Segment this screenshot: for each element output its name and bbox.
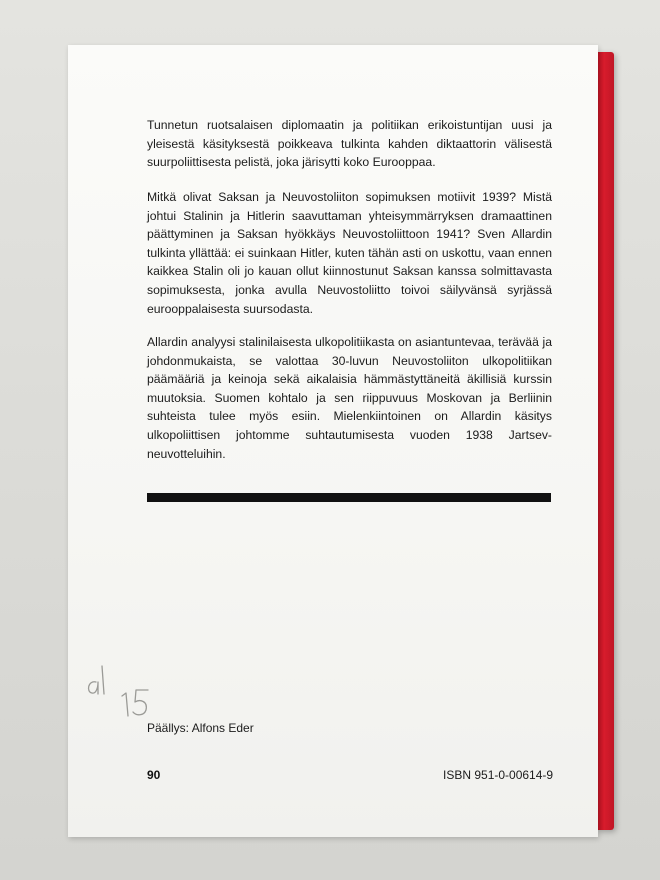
blurb-paragraph-2: Mitkä olivat Saksan ja Neuvostoliiton sopimuksen motiivit 1939? Mistä johtui Stalinin ja Hitlerin saavuttaman yhteisymmärryksen dramaattinen päättyminen ja Saksan hyökkäys Neuvostoliittoon 1941? Sven Allardin tulkinta yllättää: ei suinkaan Hitler, kuten tähän asti on uskottu, vaan ennen kaikkea Stalin oli jo kauan ollut kiinnostunut Saksan kanssa solmittavasta sopimuksesta, jonka avulla Neuvostoliitto toivoi säilyvänsä syrjässä eurooppalaisesta suursodasta.: [147, 190, 552, 316]
blurb-paragraph-3: Allardin analyysi stalinilaisesta ulkopolitiikasta on asiantuntevaa, terävää ja johdonmukaista, se valottaa 30-luvun Neuvostoliiton ulkopolitiikan päämääriä ja keinoja sekä aikalaisia hämmästyttäneitä äkillisiä kurssin muutoksia. Suomen kohtalo ja sen riippuvuus Moskovan ja Berliinin suhteista tulee myös esiin. Mielenkiintoinen on Allardin käsitys ulkopoliittisen johtomme suhtautumisesta vuoden 1938 Jartsev-neuvotteluihin.: [147, 335, 552, 461]
red-book-edge: [596, 52, 614, 830]
blurb-paragraph-1: Tunnetun ruotsalaisen diplomaatin ja politiikan erikoistuntijan uusi ja yleisestä käsityksestä poikkeava tulkinta kahden diktaattorin välisestä suurpoliittisesta pelistä, joka järisytti koko Eurooppaa.: [147, 118, 552, 170]
isbn-number: ISBN 951-0-00614-9: [443, 768, 554, 782]
product-code: 90: [147, 768, 161, 782]
cover-credit: Päällys: Alfons Eder: [147, 721, 254, 735]
black-rule: [147, 493, 551, 502]
pencil-note: [82, 660, 172, 720]
